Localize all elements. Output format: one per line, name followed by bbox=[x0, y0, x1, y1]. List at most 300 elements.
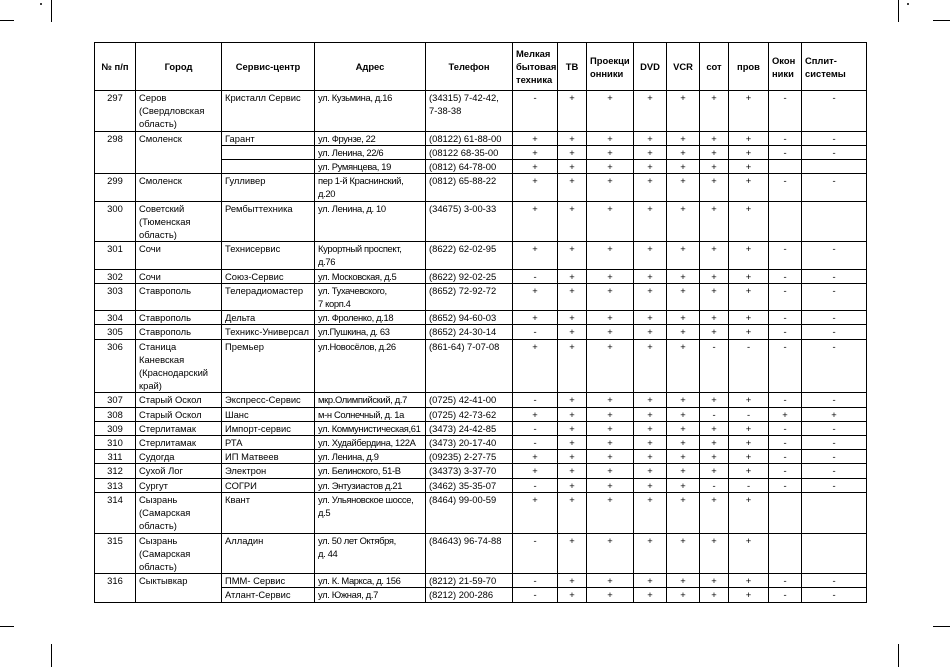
wired-mark-cell bbox=[729, 339, 769, 393]
projectors-mark-cell bbox=[587, 174, 634, 201]
phone-cell-line bbox=[429, 408, 509, 421]
tv-mark: + bbox=[569, 394, 575, 406]
tv-mark: + bbox=[569, 202, 575, 214]
address-cell-line bbox=[315, 159, 425, 173]
windows-mark: - bbox=[783, 92, 787, 103]
phone-cell-text: (3473) 24-42-85 bbox=[429, 422, 497, 434]
address-cell bbox=[315, 242, 426, 269]
vcr-mark-cell bbox=[667, 436, 700, 450]
row-number: 310 bbox=[95, 436, 136, 450]
windows-mark: - bbox=[783, 284, 787, 296]
service-center-cell-line bbox=[225, 340, 311, 353]
dvd-mark-cell bbox=[634, 201, 667, 242]
address-cell-line bbox=[318, 91, 422, 104]
address-cell-text: ул. Кузьмина, д.16 bbox=[318, 92, 392, 103]
service-center-cell-text: ПММ- Сервис bbox=[225, 575, 286, 587]
mobile-mark: + bbox=[711, 312, 717, 324]
crop-mark bbox=[0, 626, 14, 627]
small-appliances-mark: + bbox=[532, 312, 538, 324]
phone-cell bbox=[426, 339, 513, 393]
city-line: край) bbox=[139, 380, 162, 392]
phone-cell-line bbox=[426, 145, 512, 159]
small-appliances-mark-cell bbox=[513, 393, 558, 407]
wired-mark-cell bbox=[729, 393, 769, 407]
service-center-cell-text bbox=[225, 146, 311, 159]
address-cell bbox=[315, 339, 426, 393]
address-cell bbox=[315, 574, 426, 602]
service-center-cell-line bbox=[225, 534, 311, 547]
phone-cell bbox=[426, 450, 513, 464]
tv-mark-cell bbox=[558, 339, 587, 393]
phone-cell bbox=[426, 421, 513, 435]
small-appliances-mark-cell bbox=[513, 492, 558, 533]
split-mark-cell bbox=[802, 407, 867, 421]
projectors-mark-cell bbox=[587, 492, 634, 533]
row-number: 299 bbox=[95, 174, 136, 201]
phone-cell-text: (0725) 42-73-62 bbox=[429, 408, 497, 420]
phone-cell-line bbox=[429, 534, 509, 547]
split-mark bbox=[802, 159, 866, 173]
city-cell bbox=[136, 339, 222, 393]
split-mark: - bbox=[832, 92, 836, 103]
vcr-mark-cell bbox=[667, 174, 700, 201]
city-line: область) bbox=[139, 118, 177, 130]
wired-mark: - bbox=[746, 479, 751, 491]
mobile-mark: - bbox=[712, 340, 716, 352]
address-cell-text: ул. Южная, д.7 bbox=[318, 589, 378, 601]
windows-mark-cell bbox=[769, 407, 802, 421]
service-center-cell-text: Премьер bbox=[225, 340, 264, 352]
city-line: (Тюменская bbox=[139, 215, 191, 227]
address-cell-line bbox=[318, 479, 422, 492]
address-cell-text: ул.Новосёлов, д.26 bbox=[318, 340, 396, 352]
phone-cell-line bbox=[426, 159, 512, 173]
wired-mark-cell bbox=[729, 450, 769, 464]
dvd-mark-cell bbox=[634, 574, 667, 602]
projectors-mark: + bbox=[607, 479, 613, 491]
split-mark-cell bbox=[802, 421, 867, 435]
dvd-mark: + bbox=[647, 479, 653, 491]
service-center-cell bbox=[222, 436, 315, 450]
city-line: Серов bbox=[139, 92, 167, 103]
service-center-cell bbox=[222, 269, 315, 283]
phone-cell-text: (34675) 3-00-33 bbox=[429, 202, 497, 214]
mobile-mark: + bbox=[711, 175, 717, 187]
projectors-mark-cell bbox=[587, 436, 634, 450]
address-cell-text: ул. 50 лет Октября, bbox=[318, 534, 396, 546]
table-row bbox=[95, 492, 867, 533]
windows-mark-cell bbox=[769, 91, 802, 132]
windows-mark-cell bbox=[769, 325, 802, 339]
service-center-cell bbox=[222, 393, 315, 407]
small-appliances-mark: + bbox=[532, 202, 538, 214]
row-number: 305 bbox=[95, 325, 136, 339]
phone-cell-text: (0812) 64-78-00 bbox=[429, 161, 497, 173]
address-cell bbox=[315, 436, 426, 450]
wired-mark: + bbox=[745, 451, 752, 463]
row-number: 306 bbox=[95, 339, 136, 393]
mobile-mark: + bbox=[700, 159, 728, 173]
split-mark: - bbox=[832, 326, 836, 338]
city-line: Стерлитамак bbox=[139, 422, 196, 434]
phone-cell bbox=[426, 283, 513, 310]
wired-mark: + bbox=[745, 284, 752, 296]
wired-mark: + bbox=[745, 202, 752, 214]
tv-mark: + bbox=[569, 479, 575, 491]
phone-cell-text: (34373) 3-37-70 bbox=[429, 465, 497, 477]
table-row bbox=[95, 421, 867, 435]
dvd-mark: + bbox=[647, 437, 653, 449]
address-cell bbox=[315, 131, 426, 174]
phone-cell bbox=[426, 393, 513, 407]
city-cell bbox=[136, 393, 222, 407]
phone-cell-text: (3473) 20-17-40 bbox=[429, 437, 497, 449]
phone-cell-line bbox=[429, 311, 509, 324]
col-header-projectors: Проекци онники bbox=[587, 43, 634, 91]
windows-mark-cell bbox=[769, 201, 802, 242]
tv-mark: + bbox=[558, 587, 586, 601]
city-line: Смоленск bbox=[139, 132, 182, 144]
vcr-mark-cell bbox=[667, 393, 700, 407]
dvd-mark: + bbox=[647, 312, 653, 324]
wired-mark: + bbox=[745, 493, 752, 505]
vcr-mark: + bbox=[680, 422, 686, 434]
dvd-mark: + bbox=[647, 326, 653, 338]
phone-cell-text: (8652) 94-60-03 bbox=[429, 312, 497, 324]
vcr-mark-cell bbox=[667, 269, 700, 283]
wired-mark-cell bbox=[729, 325, 769, 339]
city-line: Сыктывкар bbox=[139, 575, 188, 587]
mobile-mark-cell bbox=[700, 174, 729, 201]
address-cell-text: ул. Ленина, д. 10 bbox=[318, 202, 386, 214]
city-line: Ставрополь bbox=[139, 284, 192, 296]
wired-mark: + bbox=[745, 326, 752, 338]
projectors-mark: + bbox=[607, 534, 613, 546]
small-appliances-mark-cell bbox=[513, 574, 558, 602]
mobile-mark: + bbox=[700, 587, 728, 601]
mobile-mark-cell bbox=[700, 201, 729, 242]
address-cell bbox=[315, 450, 426, 464]
crop-mark bbox=[898, 0, 899, 22]
small-appliances-mark: - bbox=[533, 437, 537, 449]
table-header-row bbox=[95, 43, 867, 91]
split-mark: - bbox=[832, 243, 836, 255]
dvd-mark: + bbox=[647, 575, 653, 587]
wired-mark: + bbox=[745, 92, 752, 103]
vcr-mark-cell bbox=[667, 242, 700, 269]
phone-cell-line bbox=[429, 574, 509, 587]
projectors-mark: + bbox=[607, 175, 613, 187]
table-row bbox=[95, 242, 867, 269]
split-mark-cell bbox=[802, 201, 867, 242]
phone-cell-line bbox=[429, 270, 509, 283]
city-cell bbox=[136, 283, 222, 310]
mobile-mark: + bbox=[711, 270, 717, 282]
table-row bbox=[95, 311, 867, 325]
tv-mark-cell bbox=[558, 492, 587, 533]
city-cell bbox=[136, 574, 222, 602]
service-center-cell-line bbox=[225, 436, 311, 449]
crop-mark bbox=[898, 644, 899, 667]
projectors-mark: + bbox=[607, 312, 613, 324]
city-line: (Краснодарский bbox=[139, 367, 209, 379]
city-cell bbox=[136, 436, 222, 450]
city-cell bbox=[136, 91, 222, 132]
row-number: 304 bbox=[95, 311, 136, 325]
address-cell-text: ул. Фрунзе, 22 bbox=[318, 132, 376, 144]
col-header-center: Сервис-центр bbox=[222, 43, 315, 91]
split-mark: - bbox=[832, 575, 836, 587]
service-center-cell bbox=[222, 201, 315, 242]
dvd-mark-cell bbox=[634, 492, 667, 533]
address-cell-text: ул. Фроленко, д.18 bbox=[318, 312, 394, 324]
split-mark-cell bbox=[802, 436, 867, 450]
service-center-cell-line bbox=[225, 132, 311, 145]
mobile-mark: + bbox=[711, 394, 717, 406]
windows-mark-cell bbox=[769, 242, 802, 269]
projectors-mark-cell bbox=[587, 450, 634, 464]
service-center-cell bbox=[222, 533, 315, 574]
service-center-cell-line bbox=[225, 422, 311, 435]
dvd-mark-cell bbox=[634, 131, 667, 174]
windows-mark-cell bbox=[769, 574, 802, 602]
small-appliances-mark-cell bbox=[513, 242, 558, 269]
projectors-mark: + bbox=[607, 326, 613, 338]
address-cell-line bbox=[315, 145, 425, 159]
projectors-mark: + bbox=[607, 243, 613, 255]
small-appliances-mark: + bbox=[532, 451, 538, 463]
tv-mark-cell bbox=[558, 91, 587, 132]
row-number: 313 bbox=[95, 478, 136, 492]
windows-mark: - bbox=[783, 465, 787, 477]
city-cell bbox=[136, 492, 222, 533]
dvd-mark: + bbox=[647, 394, 653, 406]
city-cell bbox=[136, 311, 222, 325]
address-cell bbox=[315, 174, 426, 201]
projectors-mark: + bbox=[587, 159, 633, 173]
row-number: 301 bbox=[95, 242, 136, 269]
wired-mark-cell bbox=[729, 421, 769, 435]
address-cell-line bbox=[318, 422, 422, 435]
dvd-mark-cell bbox=[634, 450, 667, 464]
address-cell-line bbox=[318, 242, 422, 268]
address-cell bbox=[315, 421, 426, 435]
wired-mark: + bbox=[745, 175, 752, 187]
vcr-mark-cell bbox=[667, 478, 700, 492]
mobile-mark-cell bbox=[700, 450, 729, 464]
small-appliances-mark: + bbox=[532, 284, 538, 296]
wired-mark: + bbox=[729, 587, 768, 601]
wired-mark-cell bbox=[729, 407, 769, 421]
small-appliances-mark: + bbox=[532, 243, 538, 255]
address-cell-line bbox=[318, 534, 422, 560]
phone-cell-line bbox=[429, 393, 509, 406]
vcr-mark: + bbox=[680, 394, 686, 406]
mobile-mark-cell bbox=[700, 464, 729, 478]
service-center-cell-text: Кристалл Сервис bbox=[225, 92, 301, 103]
service-center-cell-text: Союз-Сервис bbox=[225, 270, 284, 282]
address-cell-text: д.20 bbox=[318, 188, 336, 200]
small-appliances-mark: - bbox=[533, 394, 537, 406]
split-mark: - bbox=[832, 422, 836, 434]
windows-mark-cell bbox=[769, 311, 802, 325]
split-mark: - bbox=[832, 451, 836, 463]
vcr-mark: + bbox=[680, 437, 686, 449]
split-mark bbox=[802, 493, 866, 506]
dvd-mark: + bbox=[634, 159, 666, 173]
vcr-mark-cell bbox=[667, 574, 700, 602]
dvd-mark-cell bbox=[634, 311, 667, 325]
small-appliances-mark-cell bbox=[513, 269, 558, 283]
mobile-mark-cell bbox=[700, 533, 729, 574]
address-cell-line bbox=[318, 202, 422, 215]
windows-mark: - bbox=[783, 132, 787, 144]
tv-mark: + bbox=[569, 175, 575, 187]
tv-mark: + bbox=[569, 284, 575, 296]
service-center-cell-line bbox=[225, 202, 311, 215]
split-mark: - bbox=[832, 132, 836, 144]
small-appliances-mark: + bbox=[532, 408, 538, 420]
wired-mark: + bbox=[729, 145, 768, 159]
address-cell-text: пер 1-й Краснинский, bbox=[318, 175, 404, 187]
dvd-mark: + bbox=[647, 493, 653, 505]
vcr-mark-cell bbox=[667, 131, 700, 174]
table-row bbox=[95, 407, 867, 421]
mobile-mark: + bbox=[711, 437, 717, 449]
tv-mark: + bbox=[569, 132, 575, 144]
city-line: Стерлитамак bbox=[139, 437, 196, 449]
projectors-mark-cell bbox=[587, 283, 634, 310]
mobile-mark: + bbox=[711, 422, 717, 434]
phone-cell-text: (8622) 92-02-25 bbox=[429, 270, 497, 282]
windows-mark-cell bbox=[769, 464, 802, 478]
service-center-cell bbox=[222, 407, 315, 421]
vcr-mark: + bbox=[680, 575, 686, 587]
mobile-mark-cell bbox=[700, 478, 729, 492]
service-center-cell-line bbox=[225, 493, 311, 506]
city-line: Сызрань bbox=[139, 534, 178, 546]
wired-mark-cell bbox=[729, 464, 769, 478]
mobile-mark-cell bbox=[700, 574, 729, 602]
mobile-mark-cell bbox=[700, 492, 729, 533]
phone-cell-line bbox=[426, 587, 512, 601]
table-row bbox=[95, 393, 867, 407]
address-cell bbox=[315, 533, 426, 574]
dvd-mark: + bbox=[647, 465, 653, 477]
windows-mark-cell bbox=[769, 492, 802, 533]
mobile-mark: + bbox=[711, 451, 717, 463]
mobile-mark-cell bbox=[700, 339, 729, 393]
projectors-mark-cell bbox=[587, 131, 634, 174]
split-mark bbox=[802, 202, 866, 215]
phone-cell-line bbox=[429, 436, 509, 449]
service-center-cell-text: Гулливер bbox=[225, 175, 266, 187]
dvd-mark: + bbox=[647, 284, 653, 296]
vcr-mark: + bbox=[680, 132, 686, 144]
windows-mark: - bbox=[769, 145, 801, 159]
wired-mark-cell bbox=[729, 478, 769, 492]
city-line: Сызрань bbox=[139, 493, 178, 505]
dvd-mark-cell bbox=[634, 436, 667, 450]
service-center-cell-line bbox=[225, 479, 311, 492]
projectors-mark-cell bbox=[587, 242, 634, 269]
table-row bbox=[95, 464, 867, 478]
address-cell-line bbox=[318, 450, 422, 463]
service-center-cell-line bbox=[225, 311, 311, 324]
phone-cell-line bbox=[429, 132, 509, 145]
col-header-tv: ТВ bbox=[558, 43, 587, 91]
tv-mark: + bbox=[569, 493, 575, 505]
address-cell-text: Курортный проспект, bbox=[318, 243, 402, 255]
vcr-mark-cell bbox=[667, 533, 700, 574]
city-line: область) bbox=[139, 229, 177, 241]
small-appliances-mark-cell bbox=[513, 339, 558, 393]
phone-cell-line bbox=[429, 202, 509, 215]
service-center-cell-text: Импорт-сервис bbox=[225, 422, 291, 434]
projectors-mark: + bbox=[607, 451, 613, 463]
col-header-small-appliances: Мелкая бытовая техника bbox=[513, 43, 558, 91]
city-line: Смоленск bbox=[139, 175, 182, 187]
dvd-mark-cell bbox=[634, 393, 667, 407]
small-appliances-mark-cell bbox=[513, 201, 558, 242]
table-row bbox=[95, 533, 867, 574]
mobile-mark: + bbox=[711, 284, 717, 296]
wired-mark: + bbox=[745, 422, 752, 434]
small-appliances-mark: - bbox=[533, 326, 537, 338]
small-appliances-mark-cell bbox=[513, 450, 558, 464]
corner-dot bbox=[40, 3, 42, 5]
address-cell-line bbox=[315, 587, 425, 601]
col-header-wired: пров bbox=[729, 43, 769, 91]
phone-cell bbox=[426, 91, 513, 132]
tv-mark: + bbox=[569, 408, 575, 420]
address-cell-text: ул. Ленина, д.9 bbox=[318, 451, 379, 463]
tv-mark-cell bbox=[558, 283, 587, 310]
service-center-cell-text: РТА bbox=[225, 437, 243, 449]
windows-mark-cell bbox=[769, 269, 802, 283]
mobile-mark: + bbox=[711, 202, 717, 214]
projectors-mark-cell bbox=[587, 393, 634, 407]
address-cell-text: мкр.Олимпийский, д.7 bbox=[318, 394, 408, 406]
vcr-mark: + bbox=[680, 202, 686, 214]
table-row bbox=[95, 201, 867, 242]
address-cell-text: ул. Коммунистическая,61 bbox=[318, 422, 421, 434]
phone-cell bbox=[426, 311, 513, 325]
table-row bbox=[95, 436, 867, 450]
mobile-mark: + bbox=[711, 575, 717, 587]
small-appliances-mark-cell bbox=[513, 174, 558, 201]
city-cell bbox=[136, 201, 222, 242]
small-appliances-mark: - bbox=[533, 270, 537, 282]
phone-cell bbox=[426, 131, 513, 174]
split-mark-cell bbox=[802, 464, 867, 478]
windows-mark-cell bbox=[769, 393, 802, 407]
address-cell-line bbox=[318, 174, 422, 200]
dvd-mark: + bbox=[647, 534, 653, 546]
small-appliances-mark-cell bbox=[513, 91, 558, 132]
phone-cell-line bbox=[429, 340, 509, 353]
service-center-cell-text: Алладин bbox=[225, 534, 264, 546]
address-cell-text: ул. Худайбердина, 122А bbox=[318, 437, 416, 449]
address-cell-line bbox=[318, 436, 422, 449]
city-cell bbox=[136, 174, 222, 201]
dvd-mark-cell bbox=[634, 464, 667, 478]
dvd-mark-cell bbox=[634, 478, 667, 492]
col-header-city: Город bbox=[136, 43, 222, 91]
phone-cell bbox=[426, 436, 513, 450]
windows-mark bbox=[769, 159, 801, 173]
wired-mark: + bbox=[745, 394, 752, 406]
